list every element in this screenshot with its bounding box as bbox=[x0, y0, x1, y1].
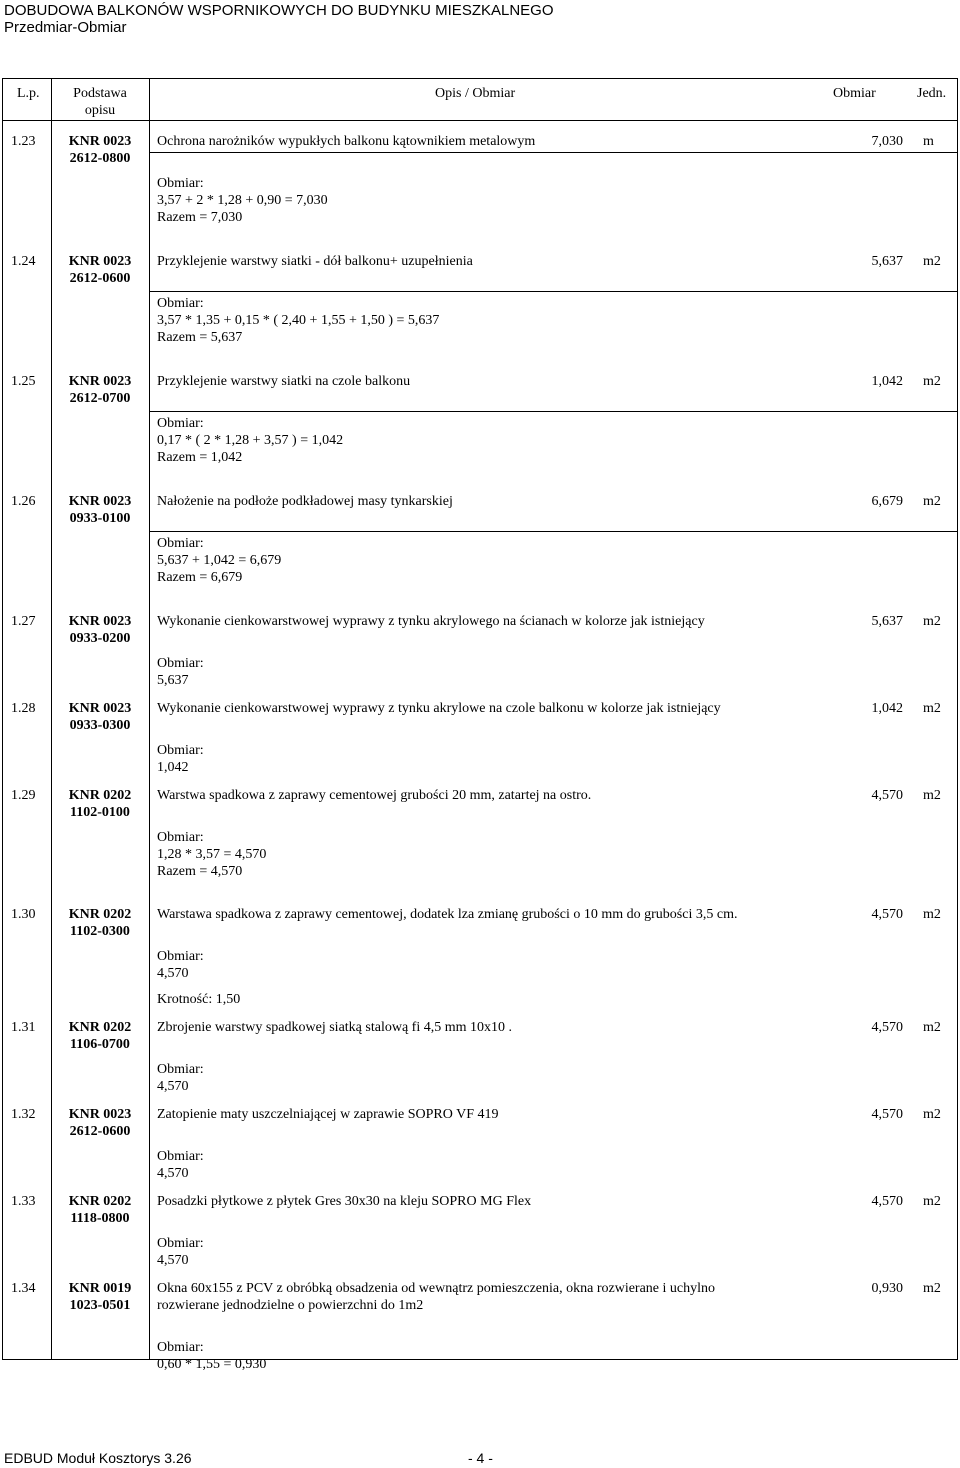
item-quantity: 5,637 bbox=[871, 254, 903, 269]
col-description: Opis / Obmiar bbox=[435, 86, 516, 101]
item-obmiar-label: Obmiar: bbox=[157, 416, 204, 431]
item-obmiar-label: Obmiar: bbox=[157, 949, 204, 964]
item-basis-code: KNR 0202 bbox=[68, 1020, 132, 1035]
item-quantity: 7,030 bbox=[871, 134, 903, 149]
item-quantity: 4,570 bbox=[871, 1194, 903, 1209]
item-lp: 1.34 bbox=[11, 1281, 36, 1296]
item-obmiar-label: Obmiar: bbox=[157, 1340, 204, 1355]
item-formula: 0,60 * 1,55 = 0,930 bbox=[157, 1357, 267, 1372]
item-basis-code: KNR 0023 bbox=[68, 374, 132, 389]
item-lp: 1.24 bbox=[11, 254, 36, 269]
item-basis-code: KNR 0023 bbox=[68, 1107, 132, 1122]
item-lp: 1.33 bbox=[11, 1194, 36, 1209]
item-obmiar-label: Obmiar: bbox=[157, 1149, 204, 1164]
item-description: Okna 60x155 z PCV z obróbką obsadzenia od wewnątrz pomieszczenia, okna rozwierane i uchylno bbox=[157, 1281, 716, 1296]
item-lp: 1.26 bbox=[11, 494, 36, 509]
item-unit: m2 bbox=[923, 494, 941, 509]
item-description: Zatopienie maty uszczelniającej w zaprawie SOPRO VF 419 bbox=[157, 1107, 499, 1122]
item-unit: m2 bbox=[923, 1281, 941, 1296]
col-quantity: Obmiar bbox=[833, 86, 876, 101]
row-divider bbox=[149, 291, 957, 292]
item-formula: 4,570 bbox=[157, 1079, 189, 1094]
item-lp: 1.25 bbox=[11, 374, 36, 389]
document-subtitle: Przedmiar-Obmiar bbox=[4, 19, 127, 36]
footer-page-number: - 4 - bbox=[468, 1450, 493, 1466]
item-formula: 3,57 * 1,35 + 0,15 * ( 2,40 + 1,55 + 1,50 ) = 5,637 bbox=[157, 313, 440, 328]
item-obmiar-label: Obmiar: bbox=[157, 830, 204, 845]
col-basis-line1: Podstawa bbox=[73, 86, 127, 101]
item-basis-number: 1102-0300 bbox=[70, 924, 130, 939]
footer-software: EDBUD Moduł Kosztorys 3.26 bbox=[4, 1450, 192, 1466]
item-basis-code: KNR 0023 bbox=[68, 494, 132, 509]
item-formula: 5,637 + 1,042 = 6,679 bbox=[157, 553, 282, 568]
item-description: Przyklejenie warstwy siatki na czole balkonu bbox=[157, 374, 411, 389]
item-formula: 4,570 bbox=[157, 966, 189, 981]
row-divider bbox=[149, 152, 957, 153]
item-basis-number: 2612-0600 bbox=[69, 1124, 131, 1139]
item-obmiar-label: Obmiar: bbox=[157, 536, 204, 551]
row-divider bbox=[149, 411, 957, 412]
item-unit: m2 bbox=[923, 1020, 941, 1035]
item-description: Warstwa spadkowa z zaprawy cementowej grubości 20 mm, zatartej na ostro. bbox=[157, 788, 592, 803]
item-total: Razem = 7,030 bbox=[157, 210, 243, 225]
item-unit: m2 bbox=[923, 907, 941, 922]
item-formula: 0,17 * ( 2 * 1,28 + 3,57 ) = 1,042 bbox=[157, 433, 344, 448]
item-formula: 4,570 bbox=[157, 1166, 189, 1181]
item-quantity: 4,570 bbox=[871, 788, 903, 803]
column-divider bbox=[149, 79, 150, 1359]
estimate-table bbox=[2, 78, 958, 1372]
item-formula: 1,042 bbox=[157, 760, 189, 775]
item-basis-number: 0933-0200 bbox=[69, 631, 131, 646]
item-basis-code: KNR 0023 bbox=[68, 134, 132, 149]
item-basis-code: KNR 0202 bbox=[68, 1194, 132, 1209]
item-unit: m2 bbox=[923, 1194, 941, 1209]
item-obmiar-label: Obmiar: bbox=[157, 743, 204, 758]
item-total: Razem = 4,570 bbox=[157, 864, 243, 879]
item-description: Ochrona narożników wypukłych balkonu kątownikiem metalowym bbox=[157, 134, 536, 149]
item-unit: m2 bbox=[923, 701, 941, 716]
item-quantity: 0,930 bbox=[871, 1281, 903, 1296]
item-lp: 1.27 bbox=[11, 614, 36, 629]
item-obmiar-label: Obmiar: bbox=[157, 296, 204, 311]
item-description: Posadzki płytkowe z płytek Gres 30x30 na kleju SOPRO MG Flex bbox=[157, 1194, 532, 1209]
item-basis-number: 1106-0700 bbox=[70, 1037, 130, 1052]
item-description: Zbrojenie warstwy spadkowej siatką stalową fi 4,5 mm 10x10 . bbox=[157, 1020, 512, 1035]
item-basis-number: 1118-0800 bbox=[70, 1211, 130, 1226]
item-obmiar-label: Obmiar: bbox=[157, 656, 204, 671]
item-basis-number: 1102-0100 bbox=[70, 805, 130, 820]
item-lp: 1.28 bbox=[11, 701, 36, 716]
item-quantity: 1,042 bbox=[871, 374, 903, 389]
item-quantity: 4,570 bbox=[871, 1020, 903, 1035]
col-unit: Jedn. bbox=[917, 86, 947, 101]
item-quantity: 4,570 bbox=[871, 907, 903, 922]
item-total: Razem = 1,042 bbox=[157, 450, 243, 465]
item-basis-number: 2612-0600 bbox=[69, 271, 131, 286]
item-basis-code: KNR 0023 bbox=[68, 254, 132, 269]
item-quantity: 6,679 bbox=[871, 494, 903, 509]
row-divider bbox=[149, 531, 957, 532]
item-basis-number: 0933-0300 bbox=[69, 718, 131, 733]
item-unit: m2 bbox=[923, 254, 941, 269]
item-description: Wykonanie cienkowarstwowej wyprawy z tynku akrylowego na ścianach w kolorze jak istniejący bbox=[157, 614, 705, 629]
item-formula: 3,57 + 2 * 1,28 + 0,90 = 7,030 bbox=[157, 193, 328, 208]
item-unit: m bbox=[923, 134, 934, 149]
item-total: Razem = 5,637 bbox=[157, 330, 243, 345]
item-lp: 1.31 bbox=[11, 1020, 36, 1035]
item-lp: 1.32 bbox=[11, 1107, 36, 1122]
item-description: Warstawa spadkowa z zaprawy cementowej, dodatek lza zmianę grubości o 10 mm do grubości 3,5 cm. bbox=[157, 907, 738, 922]
item-unit: m2 bbox=[923, 374, 941, 389]
item-obmiar-label: Obmiar: bbox=[157, 1236, 204, 1251]
item-description: Przyklejenie warstwy siatki - dół balkonu+ uzupełnienia bbox=[157, 254, 473, 269]
item-formula: 4,570 bbox=[157, 1253, 189, 1268]
item-description: Nałożenie na podłoże podkładowej masy tynkarskiej bbox=[157, 494, 453, 509]
item-description: Wykonanie cienkowarstwowej wyprawy z tynku akrylowe na czole balkonu w kolorze jak istniejący bbox=[157, 701, 721, 716]
item-unit: m2 bbox=[923, 614, 941, 629]
item-formula: 1,28 * 3,57 = 4,570 bbox=[157, 847, 267, 862]
item-quantity: 4,570 bbox=[871, 1107, 903, 1122]
col-basis bbox=[51, 85, 149, 119]
item-basis-code: KNR 0202 bbox=[68, 907, 132, 922]
item-unit: m2 bbox=[923, 1107, 941, 1122]
col-basis-line2: opisu bbox=[84, 103, 116, 118]
item-basis-number: 2612-0700 bbox=[69, 391, 131, 406]
item-quantity: 1,042 bbox=[871, 701, 903, 716]
item-basis-number: 2612-0800 bbox=[69, 151, 131, 166]
item-total: Razem = 6,679 bbox=[157, 570, 243, 585]
col-lp: L.p. bbox=[17, 86, 40, 101]
item-basis-code: KNR 0023 bbox=[68, 614, 132, 629]
item-multiplier: Krotność: 1,50 bbox=[157, 992, 241, 1007]
document-title: DOBUDOWA BALKONÓW WSPORNIKOWYCH DO BUDYNKU MIESZKALNEGO bbox=[4, 2, 554, 19]
item-lp: 1.23 bbox=[11, 134, 36, 149]
item-basis-code: KNR 0202 bbox=[68, 788, 132, 803]
item-obmiar-label: Obmiar: bbox=[157, 1062, 204, 1077]
item-lp: 1.30 bbox=[11, 907, 36, 922]
header-divider bbox=[3, 120, 957, 121]
item-description-cont: rozwierane jednodzielne o powierzchni do 1m2 bbox=[157, 1298, 424, 1313]
item-basis-number: 0933-0100 bbox=[69, 511, 131, 526]
item-basis-number: 1023-0501 bbox=[69, 1298, 131, 1313]
item-formula: 5,637 bbox=[157, 673, 189, 688]
item-quantity: 5,637 bbox=[871, 614, 903, 629]
item-obmiar-label: Obmiar: bbox=[157, 176, 204, 191]
item-basis-code: KNR 0023 bbox=[68, 701, 132, 716]
item-basis-code: KNR 0019 bbox=[68, 1281, 132, 1296]
item-unit: m2 bbox=[923, 788, 941, 803]
item-lp: 1.29 bbox=[11, 788, 36, 803]
